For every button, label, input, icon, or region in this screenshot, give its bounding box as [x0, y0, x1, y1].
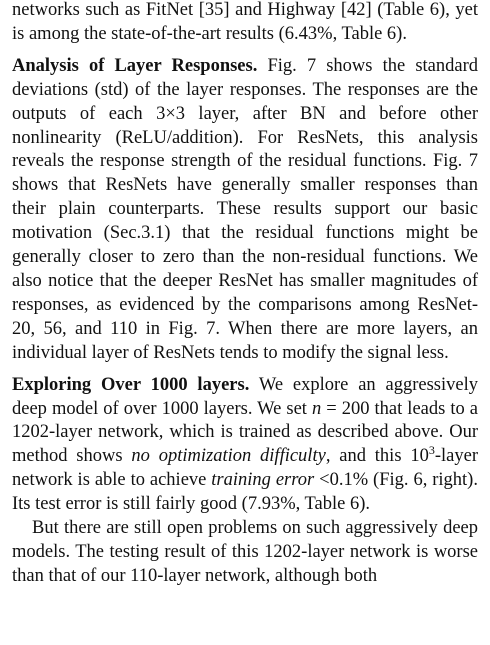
paragraph-text: Fig. 7 shows the standard deviations (std) of the layer responses. The responses are the outputs of each 3×3 layer, after BN and before other nonlinearity (ReLU/addition). For ResNets, this analysis reveals the response strength of the residual functions. Fig. 7 shows that ResNets have generally smaller responses than their plain counterparts. These results support our basic motivation (Sec.3.1) that the residual functions might be generally closer to zero than the non-residual functions. We also notice that the deeper ResNet has smaller magnitudes of responses, as evidenced by the comparisons among ResNet-20, 56, and 110 in Fig. 7. When there are more layers, an individual layer of ResNets tends to modify the signal less. — [12, 55, 478, 363]
section-heading-layer-responses: Analysis of Layer Responses. — [12, 55, 258, 76]
paragraph-text: = 200 that leads to a 1202-layer network, which is trained as described above. Our method shows — [12, 398, 478, 467]
paragraph-layer-responses — [12, 55, 478, 366]
math-variable-n: n — [311, 398, 322, 419]
paragraph-results-continuation — [12, 0, 478, 47]
paragraph-text: We explore an aggressively deep model of over 1000 layers. We set — [12, 374, 478, 419]
paragraph-over-1000-layers — [12, 374, 478, 517]
paragraph-text: But there are still open problems on such aggressively deep models. The testing result of this 1202-layer network is worse than that of our 110-layer network, although both — [12, 518, 478, 586]
emphasis-training-error: training error — [211, 470, 315, 491]
paragraph-text: , and this 10 — [325, 446, 429, 467]
paragraph-open-problems — [12, 517, 478, 589]
emphasis-no-optimization-difficulty: no optimization difficulty — [131, 446, 326, 467]
section-heading-over-1000-layers: Exploring Over 1000 layers. — [12, 374, 250, 395]
paragraph-gap — [12, 47, 478, 55]
paragraph-gap — [12, 366, 478, 374]
paragraph-text: networks such as FitNet [35] and Highway [42] (Table 6), yet is among the state-of-the-art results (6.43%, Table 6). — [12, 0, 478, 44]
paper-page — [12, 0, 478, 589]
superscript-exponent: 3 — [428, 443, 435, 458]
paragraph-text: -layer network is able to achieve — [12, 446, 478, 491]
paragraph-text: <0.1% (Fig. 6, right). Its test error is still fairly good (7.93%, Table 6). — [12, 470, 478, 515]
